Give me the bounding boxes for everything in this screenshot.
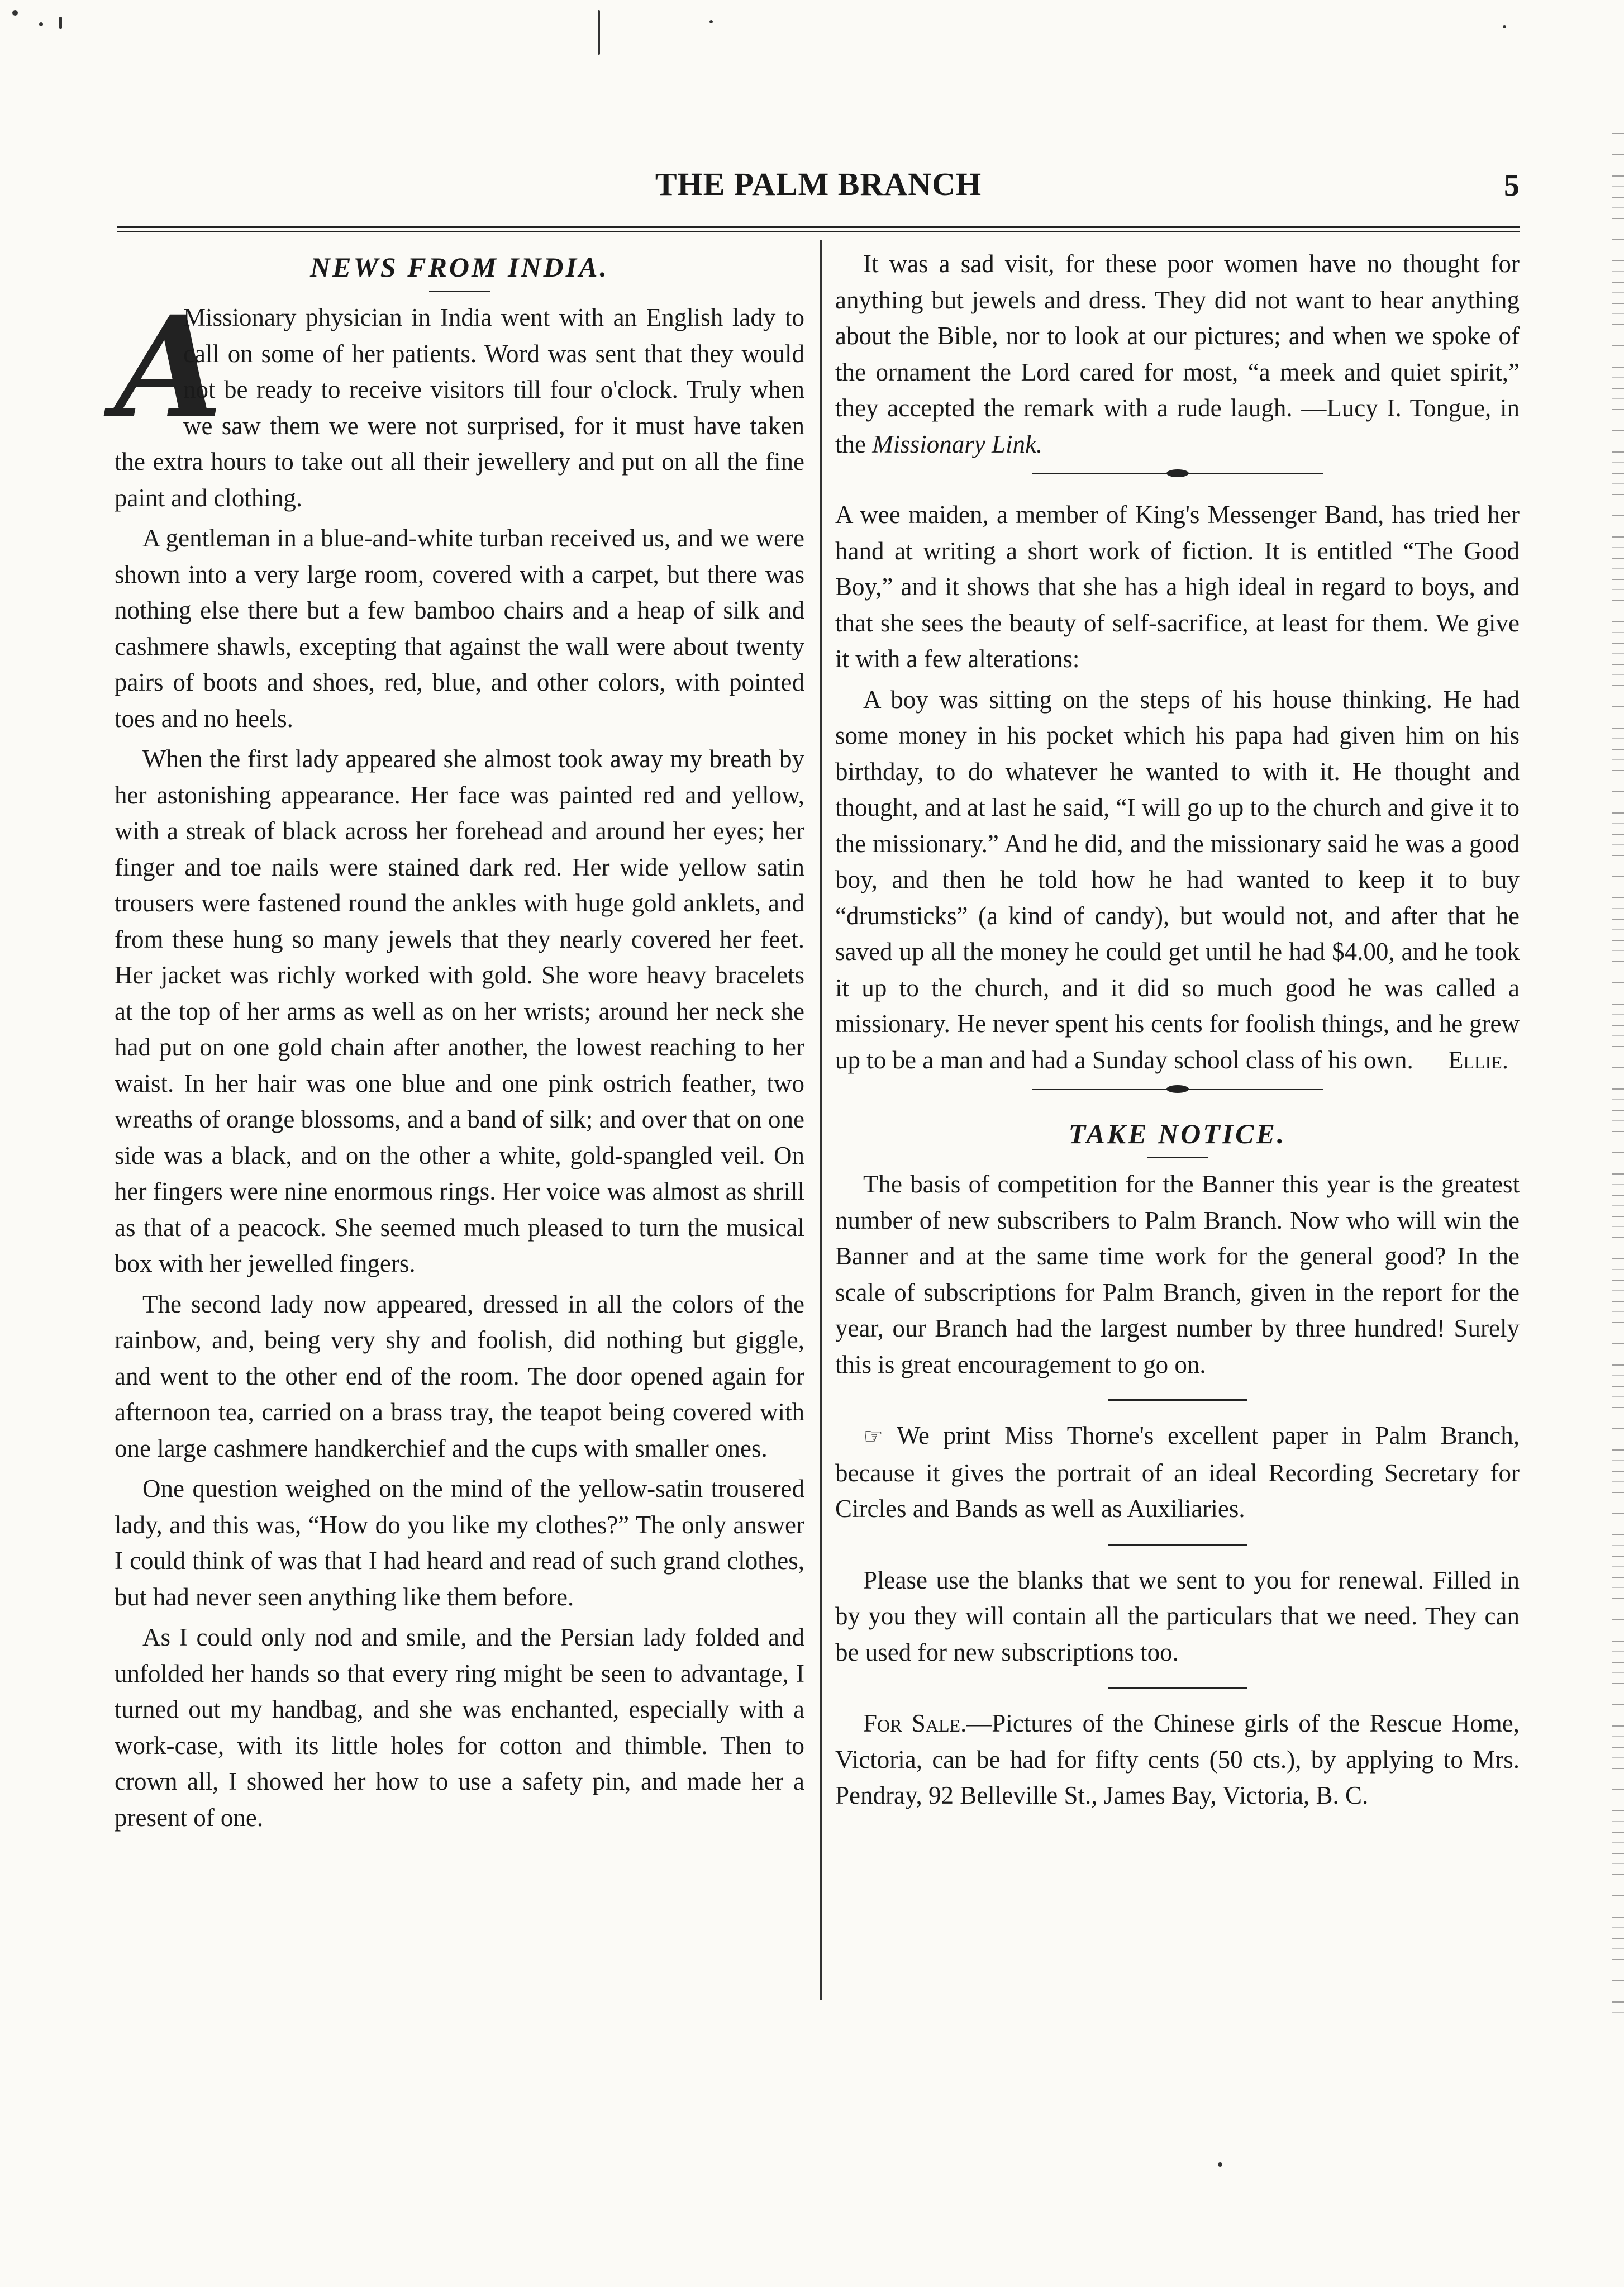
- paragraph: As I could only nod and smile, and the Persian lady folded and unfolded her hands so that every ring might be seen to advantage, I turned out my handbag, and she was enchanted, especially with a work-case, with its little holes for cotton and thimble. Then to crown all, I showed her how to use a safety pin, and made her a present of one.: [115, 1623, 804, 1832]
- opening-paragraph: [115, 285, 804, 516]
- page-number: 5: [1504, 168, 1520, 203]
- scan-speck: [12, 10, 18, 16]
- drop-cap: A: [115, 285, 223, 449]
- section-heading: TAKE NOTICE.: [1068, 1118, 1287, 1149]
- ornamental-rule: [1032, 1082, 1323, 1097]
- notice-label: For Sale.: [863, 1709, 967, 1737]
- scan-speck: [59, 17, 62, 29]
- paragraph-text: It was a sad visit, for these poor women have no thought for anything but jewels and dress. They did not want to hear anything about the Bible, nor to look at our pictures; and when we spoke of the ornament the Lord cared for most, “a meek and quiet spirit,” they accepted the remark with a rude laugh. —Lucy I. Tongue, in the: [835, 250, 1520, 458]
- header-rule: [117, 226, 1520, 228]
- left-column: [115, 246, 804, 1840]
- paragraph: [835, 1418, 1520, 1527]
- right-column: [835, 246, 1520, 1818]
- scan-speck: [39, 22, 43, 26]
- source-title: Missionary Link.: [872, 430, 1043, 458]
- paragraph: The second lady now appeared, dressed in all the colors of the rainbow, and, being very shy and foolish, did nothing but giggle, and went to the other end of the room. The door opened again for afternoon tea, carried on a brass tray, the teapot being covered with one large cashmere handkerchief and the cups with smaller ones.: [115, 1290, 804, 1462]
- scan-speck: [598, 10, 600, 55]
- journal-title: THE PALM BRANCH: [655, 166, 982, 202]
- paragraph-text: A boy was sitting on the steps of his house thinking. He had some money in his pocket which his papa had given him on his birthday, to do whatever he wanted to with it. He thought and thought, and at last he said, “I will go up to the church and give it to the missionary.” And he did, and the missionary said he was a good boy, and then he told how he had wanted to keep it to buy “drumsticks” (a kind of candy), but would not, and after that he saved up all the money he could get until he had $4.00, and he took it up to the church, and it did so much good he was called a missionary. He never spent his cents for foolish things, and he grew up to be a man and had a Sunday school class of his own.: [835, 685, 1520, 1074]
- scan-edge-noise: [1612, 123, 1624, 2023]
- paragraph: A wee maiden, a member of King's Messenger Band, has tried her hand at writing a short work of fiction. It is entitled “The Good Boy,” and it shows that she has a high ideal in regard to boys, and that she sees the beauty of self-sacrifice, at least for them. We give it with a few alterations:: [835, 501, 1520, 673]
- column-divider: [820, 240, 822, 2000]
- paragraph: [835, 246, 1520, 462]
- paragraph-text: —Pictures of the Chinese girls of the Rescue Home, Victoria, can be had for fifty cents (50 cts.), by applying to Mrs. Pendray, 92 Belleville St., James Bay, Victoria, B. C.: [835, 1709, 1520, 1809]
- paragraph: One question weighed on the mind of the yellow-satin trousered lady, and this was, “How do you like my clothes?” The only answer I could think of was that I had heard and read of such grand clothes, but had never seen anything like them before.: [115, 1475, 804, 1611]
- header-rule: [117, 231, 1520, 232]
- signature: Ellie.: [1447, 1045, 1508, 1074]
- scan-speck: [1503, 25, 1506, 28]
- paragraph: [835, 1705, 1520, 1814]
- section-rule: [1108, 1687, 1247, 1689]
- paragraph: Missionary physician in India went with an English lady to call on some of her patients. Word was sent that they would not be ready to receive visitors till four o'clock. Truly when we saw them we were not surprised, for it must have taken the extra hours to take out all their jewellery and put on all the fine paint and clothing.: [115, 303, 804, 512]
- scan-speck: [1218, 2162, 1222, 2167]
- paragraph: When the first lady appeared she almost took away my breath by her astonishing appearance. Her face was painted red and yellow, with a streak of black across her forehead and around her eyes; her finger and toe nails were stained dark red. Her wide yellow satin trousers were fastened round the ankles with huge gold anklets, and from these hung so many jewels that they nearly covered her feet. Her jacket was richly worked with gold. She wore heavy bracelets at the top of her arms as well as on her wrists; around her neck she had put on one gold chain after another, the lowest reaching to her waist. In her hair was one blue and one pink ostrich feather, two wreaths of orange blossoms, and a band of silk; and over that on one side was a black, and on the other a white, gold-spangled veil. On her fingers were nine enormous rings. Her voice was almost as shrill as that of a peacock. She seemed much pleased to turn the musical box with her jewelled fingers.: [115, 745, 804, 1277]
- ornament: [1166, 469, 1189, 477]
- article-heading: NEWS FROM INDIA.: [310, 251, 609, 283]
- pointing-hand-icon: ☞: [863, 1424, 883, 1449]
- ornamental-rule: [1032, 467, 1323, 481]
- paragraph-text: We print Miss Thorne's excellent paper in Palm Branch, because it gives the portrait of an ideal Recording Secretary for Circles and Bands as well as Auxiliaries.: [835, 1421, 1520, 1523]
- paragraph: [835, 682, 1520, 1078]
- section-rule: [1108, 1544, 1247, 1546]
- scan-speck: [709, 20, 713, 23]
- running-header: [117, 165, 1520, 216]
- paragraph: A gentleman in a blue-and-white turban received us, and we were shown into a very large room, covered with a carpet, but there was nothing else there but a few bamboo chairs and a heap of silk and cashmere shawls, excepting that against the wall were about twenty pairs of boots and shoes, red, blue, and other colors, with pointed toes and no heels.: [115, 524, 804, 733]
- heading-rule: [1147, 1157, 1208, 1158]
- ornament: [1166, 1085, 1189, 1093]
- paragraph: The basis of competition for the Banner this year is the greatest number of new subscribers to Palm Branch. Now who will win the Banner and at the same time work for the general good? In the scale of subscriptions for Palm Branch, given in the report for the year, our Branch had the largest number by three hundred! Surely this is great encouragement to go on.: [835, 1170, 1520, 1378]
- paragraph: Please use the blanks that we sent to you for renewal. Filled in by you they will contain all the particulars that we need. They can be used for new subscriptions too.: [835, 1566, 1520, 1666]
- heading-rule: [429, 291, 490, 292]
- section-rule: [1108, 1399, 1247, 1401]
